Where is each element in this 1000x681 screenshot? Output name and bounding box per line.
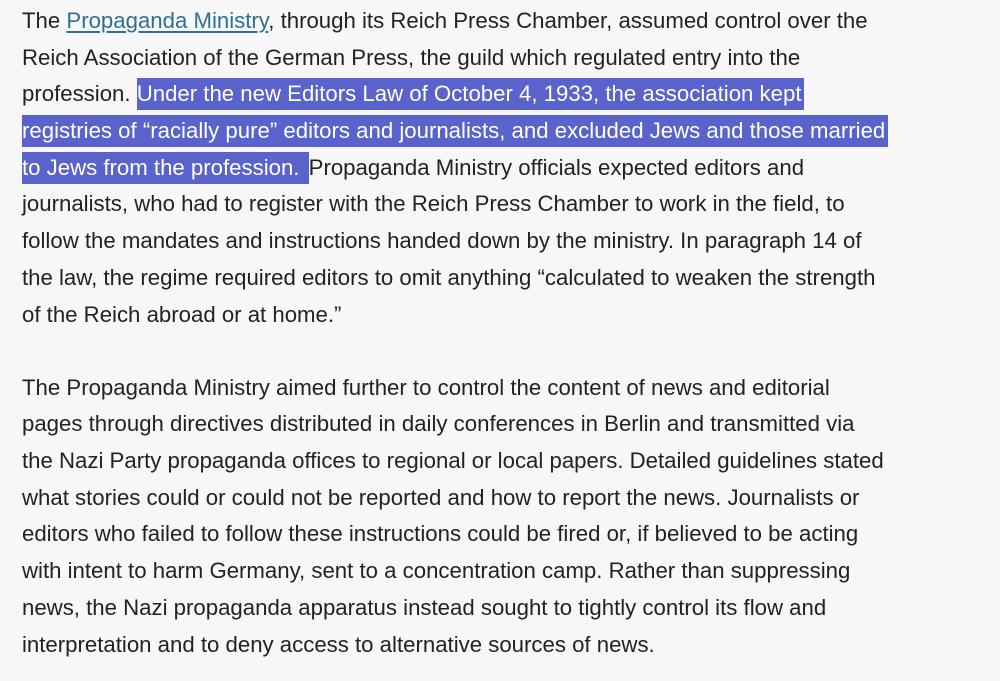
paragraph-text: Reich Association of the German Press, the guild which regulated entry into the [22, 44, 801, 70]
paragraph-text: with intent to harm Germany, sent to a concentration camp. Rather than suppressing [22, 558, 851, 584]
paragraph-text: what stories could or could not be reported and how to report the news. Journalists or [22, 484, 860, 510]
selected-text[interactable]: registries of “racially pure” editors and journalists, and excluded Jews and those married [22, 115, 888, 147]
paragraph-line [22, 260, 986, 297]
paragraph-line [22, 40, 986, 77]
paragraph-text: The Propaganda Ministry aimed further to control the content of news and editorial [22, 374, 830, 400]
paragraph-line [22, 516, 986, 553]
paragraph-line [22, 406, 986, 443]
paragraph-line [22, 3, 986, 40]
paragraph-text: follow the mandates and instructions handed down by the ministry. In paragraph 14 of [22, 228, 862, 254]
paragraph-text: news, the Nazi propaganda apparatus instead sought to tightly control its flow and [22, 594, 827, 620]
article-body [22, 3, 986, 663]
paragraph-text: journalists, who had to register with the Reich Press Chamber to work in the field, to [22, 191, 845, 217]
paragraph-text: editors who failed to follow these instructions could be fired or, if believed to be acting [22, 521, 859, 547]
selected-text[interactable]: Under the new Editors Law of October 4, 1933, the association kept [137, 78, 805, 110]
propaganda-ministry-link[interactable]: Propaganda Ministry [66, 8, 269, 33]
paragraph-line [22, 113, 986, 150]
paragraph-text: the Nazi Party propaganda offices to regional or local papers. Detailed guidelines stated [22, 448, 884, 474]
paragraph-line [22, 186, 986, 223]
paragraph-text: profession. [22, 81, 137, 107]
paragraph-text: interpretation and to deny access to alternative sources of news. [22, 631, 655, 657]
paragraph-text: the law, the regime required editors to omit anything “calculated to weaken the strength [22, 264, 876, 290]
paragraph-line [22, 590, 986, 627]
paragraph-line [22, 223, 986, 260]
paragraph-line [22, 553, 986, 590]
paragraph-text: , through its Reich Press Chamber, assumed control over the [268, 8, 868, 33]
paragraph-line [22, 76, 986, 113]
paragraph-line [22, 480, 986, 517]
paragraph-line [22, 627, 986, 664]
paragraph-line [22, 370, 986, 407]
article-paragraph-2 [22, 370, 986, 664]
paragraph-line [22, 443, 986, 480]
paragraph-text: Propaganda Ministry officials expected editors and [308, 154, 805, 180]
paragraph-text: of the Reich abroad or at home.” [22, 301, 342, 327]
selected-text[interactable]: to Jews from the profession. [22, 152, 309, 184]
article-paragraph-1 [22, 3, 986, 333]
paragraph-line [22, 150, 986, 187]
paragraph-text: pages through directives distributed in daily conferences in Berlin and transmitted via [22, 411, 855, 437]
paragraph-text: The [22, 8, 67, 33]
paragraph-line [22, 297, 986, 334]
